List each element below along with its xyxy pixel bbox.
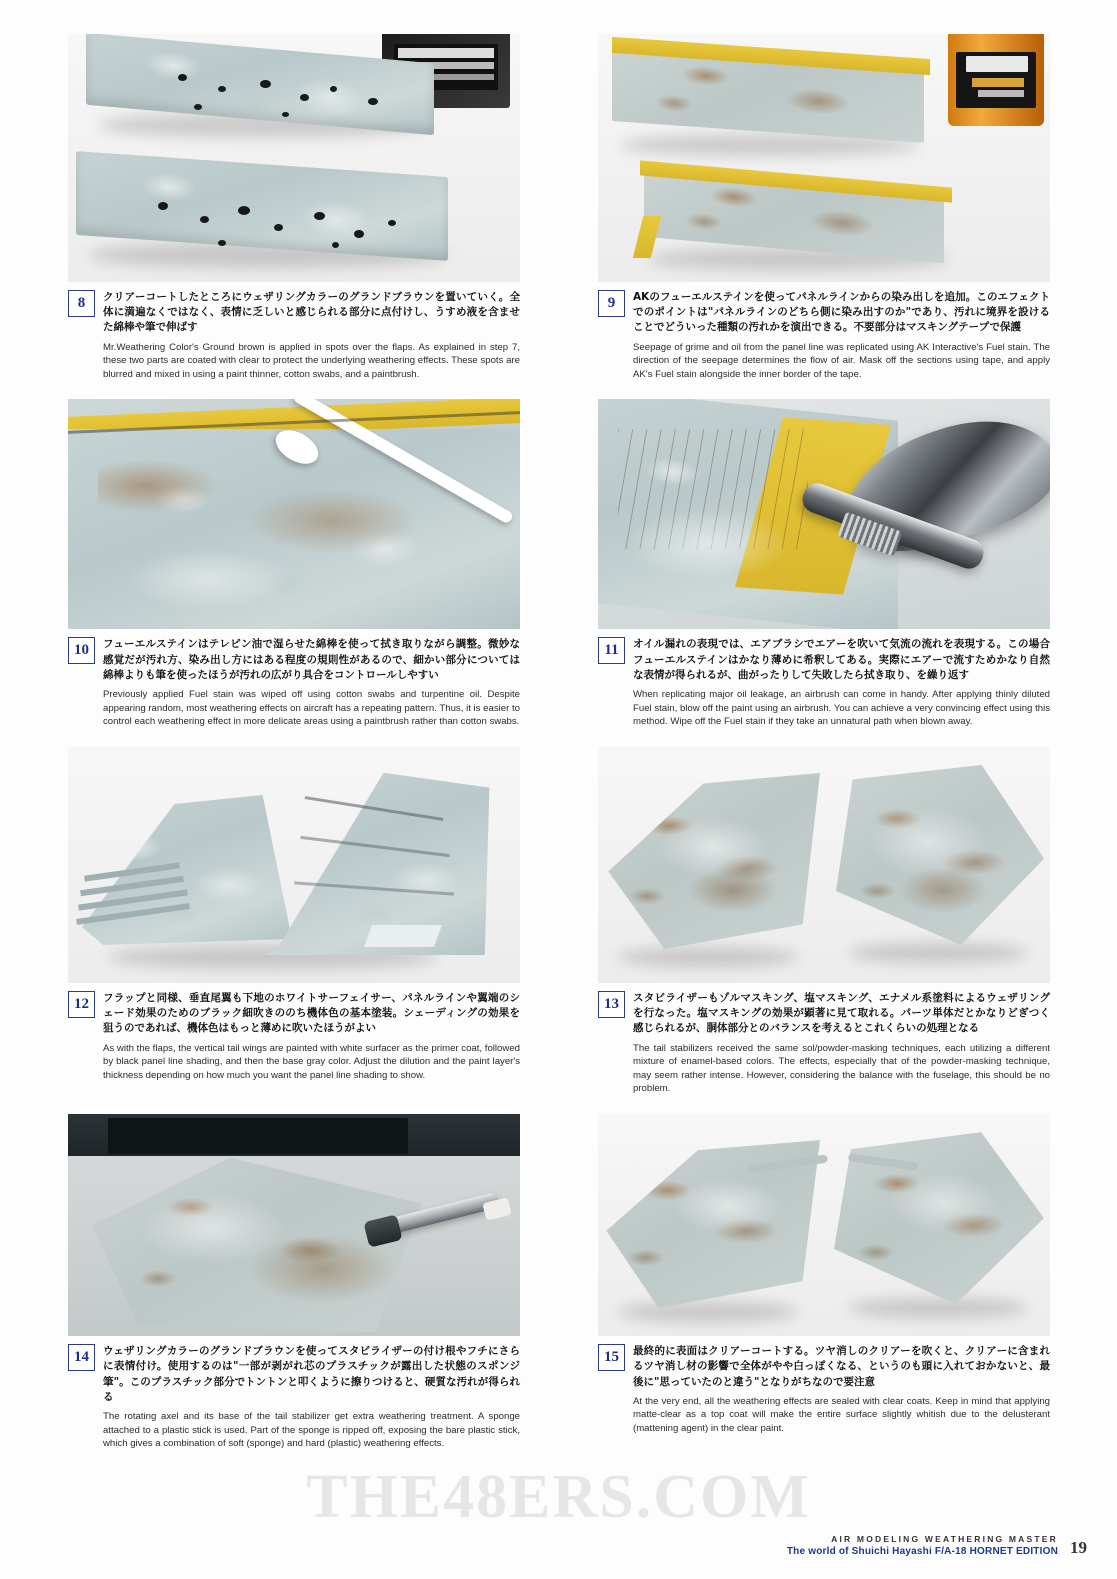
step-caption-15 bbox=[598, 1344, 1050, 1435]
page-footer bbox=[787, 1534, 1087, 1557]
step-block-9 bbox=[598, 34, 1050, 381]
step-text-jp-15: 最終的に表面はクリアーコートする。ツヤ消しのクリアーを吹くと、クリアーに含まれるツヤ消し材の影響で全体がやや白っぽくなる、というのも頭に入れておかないと、最後に"思っていたのと違う"となりがちなので要注意 bbox=[633, 1345, 1050, 1388]
step-photo-10 bbox=[68, 399, 520, 629]
step-text-en-14: The rotating axel and its base of the tail stabilizer get extra weathering treatment. A sponge attached to a plastic stick is used. Part of the sponge is ripped off, exposing the bare plastic stick, which gives a combination of soft (sponge) and hard (plastic) weathering effects. bbox=[103, 1410, 520, 1450]
footer-series-title: AIR MODELING WEATHERING MASTER bbox=[831, 1534, 1058, 1544]
step-block-8 bbox=[68, 34, 520, 381]
step-block-10 bbox=[68, 399, 520, 728]
page-number: 19 bbox=[1070, 1538, 1087, 1557]
step-number-15: 15 bbox=[598, 1344, 625, 1371]
footer-edition-title: The world of Shuichi Hayashi F/A-18 HORNET EDITION bbox=[786, 1546, 1058, 1557]
step-number-11: 11 bbox=[598, 637, 625, 664]
step-caption-12 bbox=[68, 991, 520, 1082]
step-number-14: 14 bbox=[68, 1344, 95, 1371]
step-photo-15 bbox=[598, 1114, 1050, 1336]
step-text-en-10: Previously applied Fuel stain was wiped off using cotton swabs and turpentine oil. Despite appearing random, most weathering effects on aircraft has a repeating pattern. Thus, it is easier to control each weathering effect in more delicate areas using a paintbrush rather than cotton swabs. bbox=[103, 689, 520, 728]
watermark: THE48ERS.COM bbox=[306, 1463, 811, 1531]
step-text-en-13: The tail stabilizers received the same sol/powder-masking techniques, each utilizing a different mixture of enamel-based colors. The effects, especially that of the powder-masking technique, may seem rather intense. However, considering the balance with the fuselage, this should be no problem. bbox=[633, 1042, 1050, 1095]
step-caption-8 bbox=[68, 290, 520, 381]
step-number-12: 12 bbox=[68, 991, 95, 1018]
step-text-jp-13: スタビライザーもゾルマスキング、塩マスキング、エナメル系塗料によるウェザリングを行なった。塩マスキングの効果が顕著に見て取れる。パーツ単体だとかなりどぎつく感じられるが、胴体部分とのバランスを考えるとこれくらいの処理となる bbox=[633, 991, 1050, 1035]
step-photo-9 bbox=[598, 34, 1050, 282]
step-caption-9 bbox=[598, 290, 1050, 381]
step-photo-11 bbox=[598, 399, 1050, 629]
step-text-jp-10: フューエルステインはテレピン油で湿らせた綿棒を使って拭き取りながら調整。微妙な感覚だが汚れ方、染み出し方にはある程度の規則性があるので、細かい部分については綿棒よりも筆を使ったほうが汚れの広がり具合をコントロールしやすい bbox=[103, 638, 520, 681]
step-text-en-8: Mr.Weathering Color's Ground brown is applied in spots over the flaps. As explained in step 7, these two parts are coated with clear to protect the underlying weathering effects. These spots are blurred and mixed in using a paint thinner, cotton swabs, and a paintbrush. bbox=[103, 341, 520, 380]
step-photo-12 bbox=[68, 747, 520, 983]
step-photo-13 bbox=[598, 747, 1050, 983]
step-number-9: 9 bbox=[598, 290, 625, 317]
step-text-en-12: As with the flaps, the vertical tail wings are painted with white surfacer as the primer coat, followed by black panel line shading, and then the base gray color. Adjust the dilution and the paint layer's thickness depending on how much you want the panel line shading to show. bbox=[103, 1042, 520, 1081]
step-text-en-15: At the very end, all the weathering effects are sealed with clear coats. Keep in mind that applying matte-clear as a top coat will make the entire surface slightly whitish due to the delusterant (mattening agent) in the clear paint. bbox=[633, 1395, 1050, 1434]
step-text-jp-8: クリアーコートしたところにウェザリングカラーのグランドブラウンを置いていく。全体に満遍なくではなく、表情に乏しいと感じられる部分に点付けし、うすめ液を含ませた綿棒や筆で伸ばす bbox=[103, 291, 520, 334]
step-text-jp-11: オイル漏れの表現では、エアブラシでエアーを吹いて気流の流れを表現する。この場合フューエルステインはかなり薄めに希釈してある。実際にエアーで流すためかなり自然な表情が得られるが、曲がったりして失敗したら拭き取り、を繰り返す bbox=[633, 638, 1050, 681]
step-caption-14 bbox=[68, 1344, 520, 1451]
step-number-13: 13 bbox=[598, 991, 625, 1018]
step-number-10: 10 bbox=[68, 637, 95, 664]
step-text-en-9: Seepage of grime and oil from the panel line was replicated using AK Interactive's Fuel stain. The direction of the seepage determines the flow of air. Mask off the sections using tape, and apply AK's Fuel stain alongside the inner border of the tape. bbox=[633, 341, 1050, 380]
step-caption-11 bbox=[598, 637, 1050, 728]
step-caption-10 bbox=[68, 637, 520, 728]
step-text-en-11: When replicating major oil leakage, an airbrush can come in handy. After applying thinly diluted Fuel stain, blow off the paint using an airbrush. You can achieve a very convincing effect using this method. Wipe off the Fuel stain if they take an unnatural path when blown away. bbox=[633, 689, 1050, 728]
step-photo-14 bbox=[68, 1114, 520, 1336]
step-block-11 bbox=[598, 399, 1050, 728]
step-text-jp-14: ウェザリングカラーのグランドブラウンを使ってスタビライザーの付け根やフチにさらに表情付け。使用するのは"一部が剥がれ芯のプラスチックが露出した状態のスポンジ筆"。このプラスチック部分でトントンと叩くように擦りつけると、硬質な汚れが得られる bbox=[103, 1345, 520, 1403]
step-block-15 bbox=[598, 1114, 1050, 1451]
step-grid bbox=[68, 34, 1050, 1451]
step-block-12 bbox=[68, 747, 520, 1096]
step-number-8: 8 bbox=[68, 290, 95, 317]
step-block-14 bbox=[68, 1114, 520, 1451]
step-block-13 bbox=[598, 747, 1050, 1096]
step-caption-13 bbox=[598, 991, 1050, 1096]
step-text-jp-9: AKのフューエルステインを使ってパネルラインからの染み出しを追加。このエフェクトでのポイントは"パネルラインのどちら側に染み出すのか"であり、汚れに境界を設けることでどういった種類の汚れかを演出できる。不要部分はマスキングテープで保護 bbox=[633, 291, 1050, 334]
step-photo-8 bbox=[68, 34, 520, 282]
step-text-jp-12: フラップと同様、垂直尾翼も下地のホワイトサーフェイサー、パネルラインや翼端のシェード効果のためのブラック細吹きののち機体色の基本塗装。シェーディングの効果を狙うのであれば、機体色はもっと薄めに吹いたほうがよい bbox=[103, 991, 520, 1035]
